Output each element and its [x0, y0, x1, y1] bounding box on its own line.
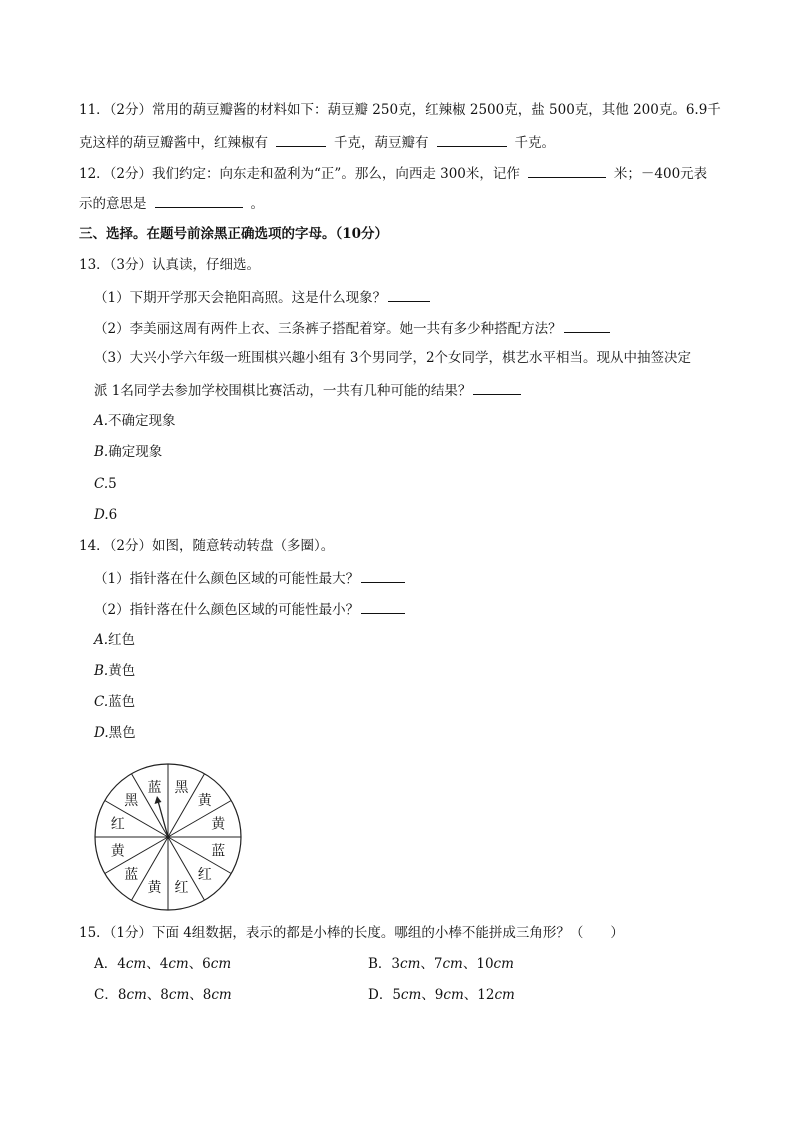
q13-sub2-text: （2）李美丽这周有两件上衣、三条裤子搭配着穿。她一共有多少种搭配方法？ [94, 321, 562, 337]
wheel-sector-label: 蓝 [147, 779, 162, 796]
q13-sub1-text: （1）下期开学那天会艳阳高照。这是什么现象？ [94, 290, 387, 306]
q13-option-d-text: 6 [108, 507, 118, 523]
q15-option-d-label: D． [368, 987, 393, 1003]
q13-option-c-text: 5 [108, 476, 117, 492]
q15-b-u3: cm [493, 956, 514, 972]
wheel-sector-label: 红 [174, 880, 189, 897]
q13-option-d[interactable] [94, 506, 117, 524]
q12-text-1a: 12．（2分）我们约定：向东走和盈利为“正”。那么，向西走 300米，记作 [79, 166, 520, 182]
section-3-heading: 三、选择。在题号前涂黑正确选项的字母。（10分） [79, 226, 389, 242]
q13-sub3-line2 [94, 380, 521, 400]
q15-d-v1: 5 [392, 987, 401, 1003]
q15-option-b[interactable] [368, 955, 514, 973]
q14-option-c-letter: C. [94, 694, 109, 710]
q14-sub1-blank[interactable] [361, 568, 405, 583]
q11-blank-pepper[interactable] [276, 132, 326, 147]
wheel-sector-label: 黄 [211, 816, 226, 833]
q15-c-u1: cm [126, 987, 147, 1003]
q15-b-u1: cm [400, 956, 421, 972]
q15-c-v2: 、8 [146, 987, 169, 1003]
q14-stem: 14．（2分）如图，随意转动转盘（多圈）。 [79, 538, 335, 554]
wheel-sector-label: 红 [110, 816, 125, 833]
q15-a-u1: cm [125, 956, 147, 972]
q15-d-v2: 、9 [421, 987, 444, 1003]
q14-option-d[interactable] [94, 724, 136, 742]
q11-text-2b: 千克，葫豆瓣有 [334, 135, 429, 151]
q13-sub1 [94, 287, 430, 307]
q14-sub2-text: （2）指针落在什么颜色区域的可能性最小？ [94, 602, 360, 618]
q14-option-c[interactable] [94, 693, 135, 711]
q13-option-a-text: 不确定现象 [108, 413, 176, 429]
q15-option-b-label: B． [368, 956, 392, 972]
q13-option-a[interactable] [94, 412, 176, 430]
q14-sub2 [94, 599, 405, 619]
wheel-sector-label: 蓝 [211, 843, 226, 860]
q11-blank-beans[interactable] [437, 132, 507, 147]
q12-line2 [79, 193, 264, 213]
spinner-wheel-figure [93, 762, 243, 912]
q15-option-d[interactable] [368, 986, 515, 1004]
q13-sub1-blank[interactable] [388, 287, 430, 302]
q15-c-v1: 8 [117, 987, 127, 1003]
q13-option-a-letter: A. [94, 413, 109, 429]
q13-sub2-blank[interactable] [564, 318, 610, 333]
q11-line1 [79, 101, 721, 119]
wheel-sector-label: 黄 [147, 880, 162, 897]
q15-c-v3: 、8 [189, 987, 212, 1003]
q13-stem: 13．（3分）认真读，仔细选。 [79, 257, 261, 273]
q15-b-v2: 、7 [420, 956, 443, 972]
q15-b-u2: cm [442, 956, 463, 972]
q15-d-u3: cm [494, 987, 515, 1003]
q15-option-a[interactable] [94, 955, 231, 973]
q12-text-2b: 。 [250, 196, 264, 212]
q14-sub1 [94, 568, 405, 588]
q14-option-d-letter: D. [94, 725, 109, 741]
q13-sub2 [94, 318, 610, 338]
q15-c-u2: cm [168, 987, 190, 1003]
q15-a-v1: 4 [117, 956, 126, 972]
q12-text-2a: 示的意思是 [79, 196, 147, 212]
q13-option-b[interactable] [94, 443, 162, 461]
q15-a-v2: 、4 [146, 956, 169, 972]
q15-d-u1: cm [400, 987, 422, 1003]
q13-option-b-letter: B. [94, 444, 109, 460]
q14-option-b[interactable] [94, 662, 135, 680]
wheel-sector-label: 黑 [174, 779, 189, 796]
q15-option-c[interactable] [94, 986, 232, 1004]
wheel-sector-label: 黑 [124, 793, 139, 810]
q13-option-c-letter: C. [94, 476, 109, 492]
q13-option-d-letter: D. [94, 507, 109, 523]
q13-sub3-blank[interactable] [473, 380, 521, 395]
q14-option-b-text: 黄色 [108, 663, 136, 679]
wheel-sector-label: 黄 [110, 843, 125, 860]
wheel-sector-label: 黄 [197, 793, 212, 810]
q11-text-2c: 千克。 [514, 135, 555, 151]
q11-text-1: 11．（2分）常用的葫豆瓣酱的材料如下：葫豆瓣 250克，红辣椒 2500克，盐 500克，其他 200克。6.9千 [79, 102, 721, 118]
q13-sub3-text: 派 1名同学去参加学校围棋比赛活动，一共有几种可能的结果？ [94, 383, 472, 399]
q15-a-v3: 、6 [188, 956, 211, 972]
q12-blank-west[interactable] [528, 163, 606, 178]
q15-option-a-label: A． [94, 956, 118, 972]
q13-option-c[interactable] [94, 475, 117, 493]
q14-option-a-text: 红色 [108, 632, 136, 648]
q12-line1 [79, 163, 707, 183]
q14-option-a[interactable] [94, 631, 135, 649]
q15-stem: 15．（1分）下面 4组数据，表示的都是小棒的长度。哪组的小棒不能拼成三角形？（ ） [79, 925, 624, 941]
q14-option-d-text: 黑色 [108, 725, 136, 741]
q12-text-1b: 米；－400元表 [613, 166, 708, 182]
q15-d-v3: 、12 [463, 987, 495, 1003]
q15-a-u3: cm [210, 956, 232, 972]
q15-d-u2: cm [443, 987, 464, 1003]
q14-option-a-letter: A. [94, 632, 109, 648]
wheel-sector-label: 蓝 [124, 866, 139, 883]
q11-text-2a: 克这样的葫豆瓣酱中，红辣椒有 [79, 135, 268, 151]
q14-sub1-text: （1）指针落在什么颜色区域的可能性最大？ [94, 571, 360, 587]
q13-option-b-text: 确定现象 [108, 444, 163, 460]
q12-blank-meaning[interactable] [155, 193, 243, 208]
q11-line2 [79, 132, 555, 152]
q14-sub2-blank[interactable] [361, 599, 405, 614]
q15-b-v1: 3 [391, 956, 401, 972]
wheel-sector-label: 红 [197, 866, 212, 883]
q15-b-v3: 、10 [462, 956, 494, 972]
q15-a-u2: cm [168, 956, 189, 972]
q14-option-c-text: 蓝色 [108, 694, 136, 710]
q13-sub3-line1: （3）大兴小学六年级一班围棋兴趣小组有 3个男同学，2个女同学，棋艺水平相当。现从中抽签决定 [94, 350, 692, 366]
q15-option-c-label: C． [94, 987, 118, 1003]
q15-c-u3: cm [211, 987, 232, 1003]
q14-option-b-letter: B. [94, 663, 109, 679]
